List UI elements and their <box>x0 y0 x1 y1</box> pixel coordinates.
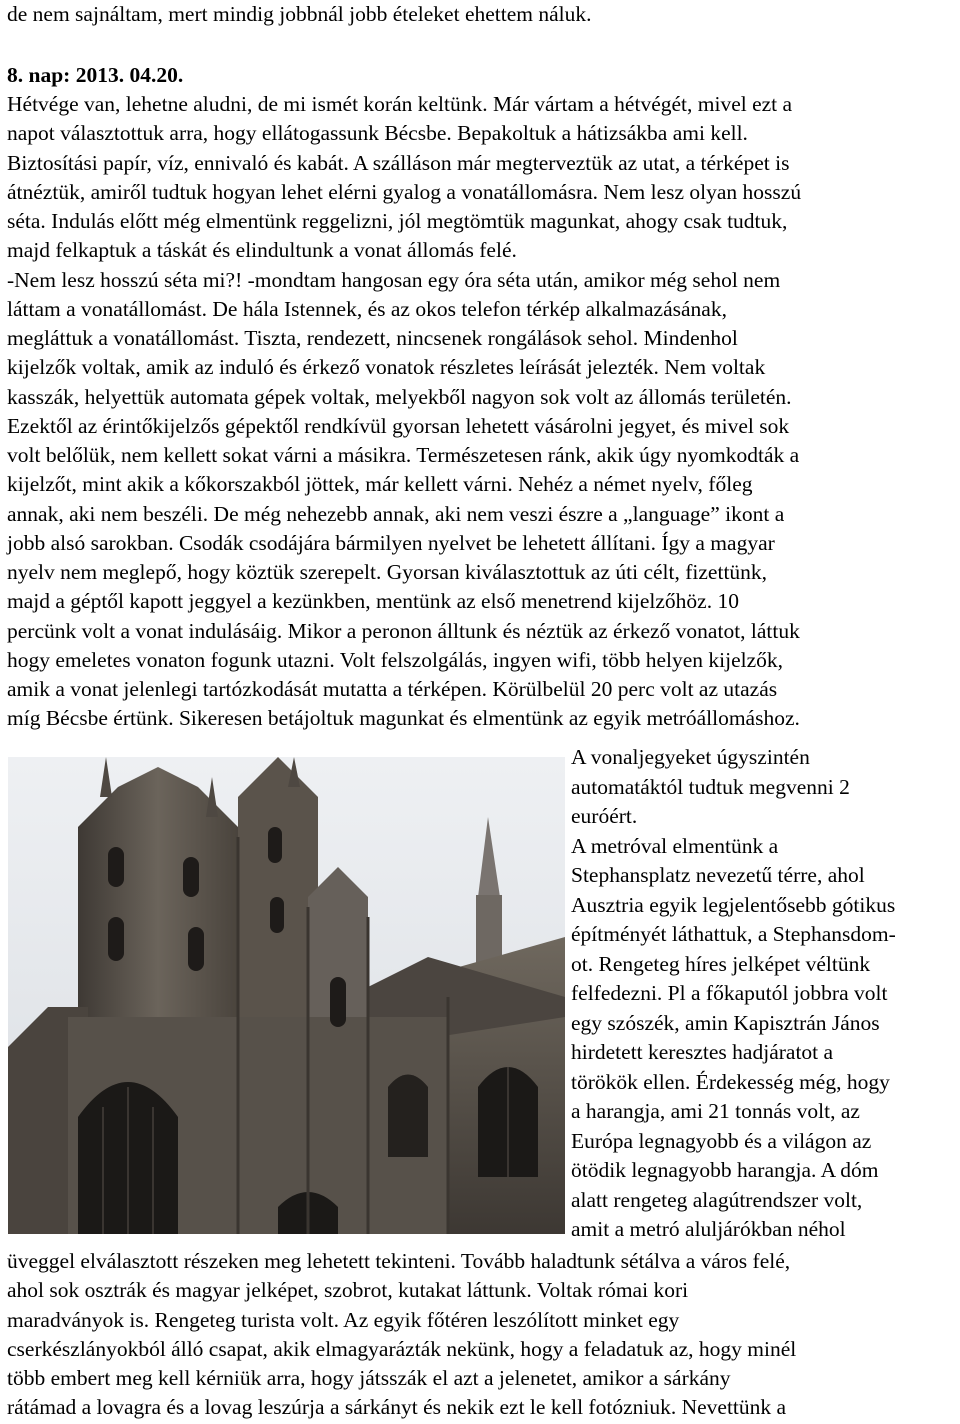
text-line: ot. Rengeteg híres jelképet véltünk <box>571 951 871 976</box>
text-line: Stephansplatz nevezetű térre, ahol <box>571 863 865 887</box>
text-line: Ezektől az érintőkijelzős gépektől rendkívül gyorsan lehetett vásárolni jegyet, és mivel sok <box>7 413 790 438</box>
text-line: -Nem lesz hosszú séta mi?! -mondtam hangosan egy óra séta után, amikor még sehol nem <box>7 267 781 292</box>
stephansdom-photo <box>8 757 565 1234</box>
text-line: kijelzőt, mint akik a kőkorszakból jöttek, már kellett várni. Nehéz a német nyelv, főleg <box>7 472 753 497</box>
day-heading: 8. nap: 2013. 04.20. <box>7 63 184 87</box>
text-line: kasszák, helyettük automata gépek voltak, melyekből nagyon sok volt az állomás területén. <box>7 384 792 409</box>
text-line: Biztosítási papír, víz, ennivaló és kabát. A szálláson már megterveztük az utat, a térképet is <box>7 150 790 175</box>
text-line: maradványok is. Rengeteg turista volt. Az egyik főtéren leszólított minket egy <box>7 1307 680 1332</box>
text-line: ahol sok osztrák és magyar jelképet, szobrot, kutakat láttunk. Voltak római kori <box>7 1278 689 1303</box>
text-line: láttam a vonatállomást. De hála Istennek, és az okos telefon térkép alkalmazásának, <box>7 296 727 321</box>
text-line: kijelzők voltak, amik az induló és érkező vonatok részletes leírását jelezték. Nem voltak <box>7 355 766 380</box>
text-line: majd felkaptuk a táskát és elindultunk a vonat állomás felé. <box>7 238 517 263</box>
text-line: felfedezni. Pl a főkaputól jobbra volt <box>571 981 888 1005</box>
text-line: A metróval elmentünk a <box>571 833 779 858</box>
text-line: míg Bécsbe értünk. Sikeresen betájoltuk magunkat és elmentünk az egyik metróállomáshoz. <box>7 706 800 731</box>
text-line: annak, aki nem beszéli. De még nehezebb annak, aki nem veszi észre a „language” ikont a <box>7 501 785 526</box>
text-line: törökök ellen. Érdekesség még, hogy <box>571 1069 890 1094</box>
text-line: több embert meg kell kérniük arra, hogy játsszák el azt a jelenetet, amikor a sárkány <box>7 1366 731 1390</box>
intro-line: de nem sajnáltam, mert mindig jobbnál jobb ételeket ehettem náluk. <box>7 2 592 26</box>
text-line: jobb alsó sarokban. Csodák csodájára bármilyen nyelvet be lehetett állítani. Így a magyar <box>7 530 775 555</box>
text-line: A vonaljegyeket úgyszintén <box>571 745 810 769</box>
text-line: séta. Indulás előtt még elmentünk reggelizni, jól megtömtük magunkat, ahogy csak tudtuk, <box>7 209 788 233</box>
text-line: ötödik legnagyobb harangja. A dóm <box>571 1158 879 1182</box>
text-line: egy szószék, amin Kapisztrán János <box>571 1010 880 1035</box>
text-line: megláttuk a vonatállomást. Tiszta, rendezett, nincsenek rongálások sehol. Mindenhol <box>7 326 738 350</box>
text-line: napot választottuk arra, hogy ellátogassunk Bécsbe. Bepakoltuk a hátizsákba ami kell. <box>7 121 748 146</box>
text-line: amit a metró aluljárókban néhol <box>571 1217 846 1241</box>
text-line: Ausztria egyik legjelentősebb gótikus <box>571 892 896 917</box>
text-line: rátámad a lovagra és a lovag leszúrja a sárkányt és nekik ezt le kell fotózniuk. Nevettünk a <box>7 1395 787 1420</box>
text-line: euróért. <box>571 804 638 828</box>
text-line: volt belőlük, nem kellett sokat várni a másikra. Természetesen ránk, akik úgy nyomkodták a <box>7 443 800 467</box>
text-line: amik a vonat jelenlegi tartózkodását mutatta a térképen. Körülbelül 20 perc volt az utazás <box>7 677 778 701</box>
text-line: nyelv nem meglepő, hogy köztük szerepelt. Gyorsan kiválasztottuk az úti célt, fizettünk, <box>7 560 768 584</box>
text-line: építményét láthattuk, a Stephansdom- <box>571 922 896 946</box>
text-line: alatt rengeteg alagútrendszer volt, <box>571 1187 863 1212</box>
text-line: hirdetett keresztes hadjáratot a <box>571 1040 834 1064</box>
text-line: hogy emeletes vonaton fogunk utazni. Volt felszolgálás, ingyen wifi, több helyen kijelzők, <box>7 647 784 672</box>
text-line: üveggel elválasztott részeken meg lehetett tekinteni. Tovább haladtunk sétálva a város felé, <box>7 1249 791 1273</box>
text-line: automatáktól tudtuk megvenni 2 <box>571 774 850 799</box>
text-line: cserkészlányokból álló csapat, akik elmagyarázták nekünk, hogy a feladatuk az, hogy minél <box>7 1336 797 1361</box>
text-line: a harangja, ami 21 tonnás volt, az <box>571 1099 860 1123</box>
text-line: Hétvége van, lehetne aludni, de mi ismét korán keltünk. Már vártam a hétvégét, mivel ezt a <box>7 92 793 116</box>
text-line: percünk volt a vonat indulásáig. Mikor a peronon álltunk és néztük az érkező vonatot, láttuk <box>7 618 800 643</box>
text-line: majd a géptől kapott jeggyel a kezünkben, mentünk az első menetrend kijelzőhöz. 10 <box>7 589 739 614</box>
text-line: átnéztük, amiről tudtuk hogyan lehet elérni gyalog a vonatállomásra. Nem lesz olyan hosszú <box>7 179 802 204</box>
text-line: Európa legnagyobb és a világon az <box>571 1128 872 1153</box>
